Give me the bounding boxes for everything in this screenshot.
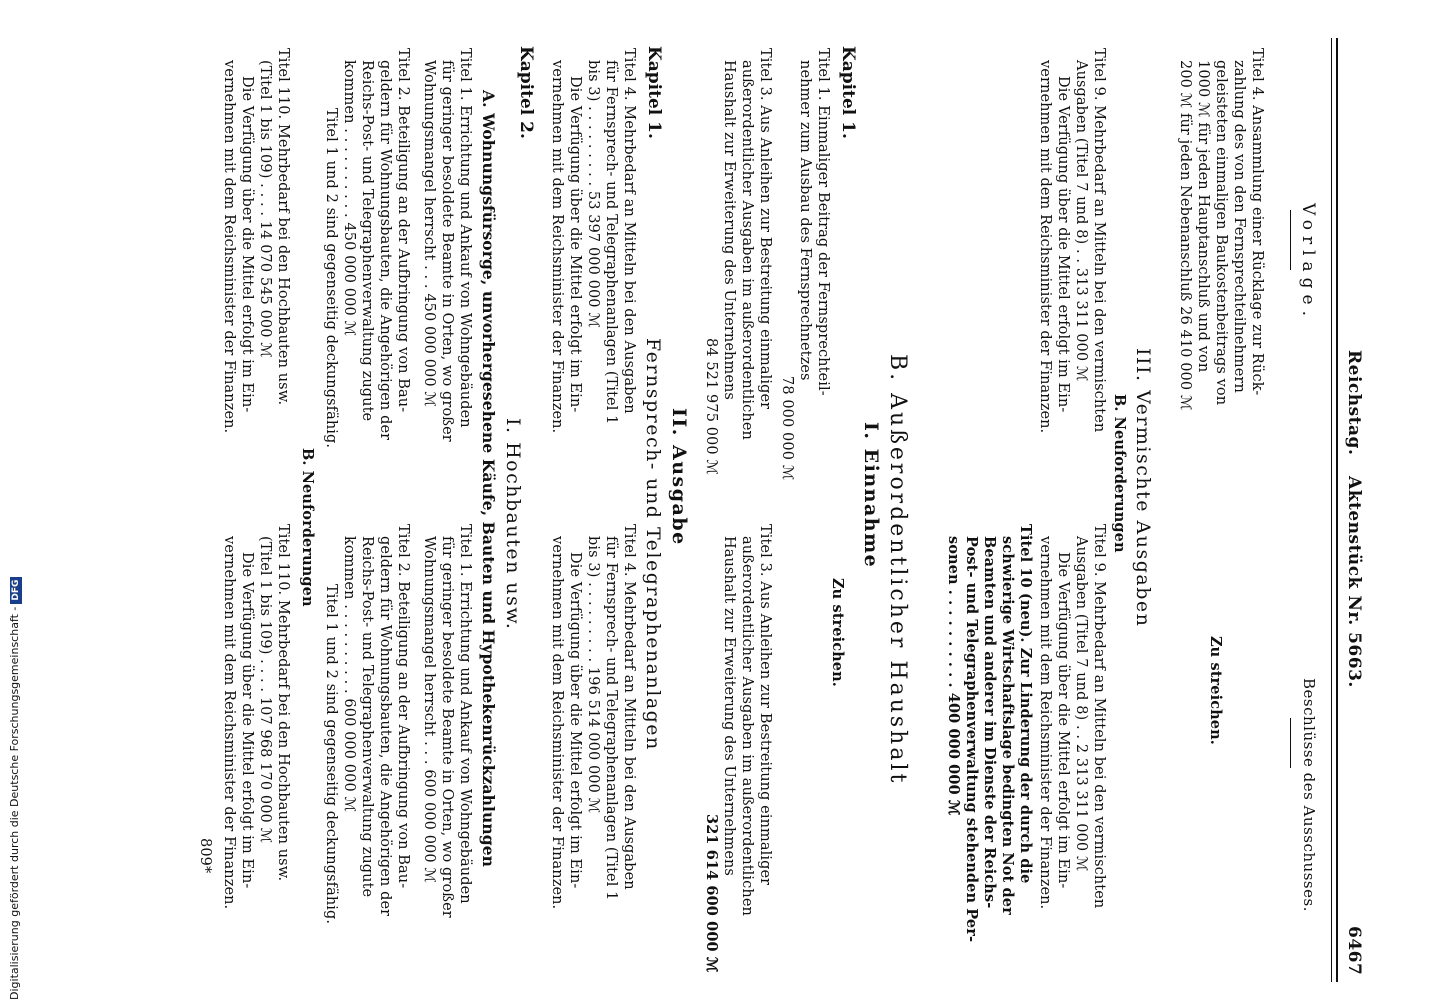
- right-einnahme-titel3-line1: Titel 3. Aus Anleihen zur Bestreitung einmaliger: [757, 524, 773, 886]
- right-column-title: Beschlüsse des Ausschusses.: [1300, 678, 1318, 912]
- left-einnahme-titel3-line3: Haushalt zur Erweiterung des Unternehmens: [721, 60, 737, 400]
- kapitel1-ausgabe: Kapitel 1.: [644, 46, 664, 139]
- left-titel4-line1: Titel 4. Ansammlung einer Rücklage zur Rück-: [1249, 48, 1265, 396]
- right-zu-streichen-2: Zu streichen.: [829, 578, 846, 687]
- right-einnahme-titel3-line2: außerordentlicher Ausgaben im außerordentlichen: [739, 536, 755, 916]
- left-k2-titel2-line4: kommen . . . . . . . . . . 450 000 000 ℳ: [341, 60, 357, 337]
- right-k2-titel2-line4: kommen . . . . . . . . . . 600 000 000 ℳ: [341, 536, 357, 813]
- right-k2-titel1-line3: Wohnungsmangel herrscht . . . 600 000 000 ℳ: [421, 536, 437, 884]
- right-k2-titel110-line2: (Titel 1 bis 109) . . . . 107 968 170 000 ℳ: [257, 536, 273, 844]
- left-titel9-line4: vernehmen mit dem Reichsminister der Finanzen.: [1037, 60, 1053, 434]
- dfg-logo-icon: DFG: [10, 577, 22, 604]
- digitization-note: [8, 4, 22, 1000]
- hochbauten-heading: I. Hochbauten usw.: [502, 418, 524, 631]
- right-ausgabe-titel4-line1: Titel 4. Mehrbedarf an Mitteln bei den Ausgaben: [621, 524, 637, 890]
- left-k2-titel110-line2: (Titel 1 bis 109) . . . . 14 070 545 000 ℳ: [257, 60, 273, 358]
- right-ausgabe-titel4-line4: Die Verfügung über die Mittel erfolgt im Ein-: [567, 552, 583, 889]
- left-einnahme-titel3-line2: außerordentlicher Ausgaben im außerordentlichen: [739, 60, 755, 440]
- right-k2-titel110-line4: vernehmen mit dem Reichsminister der Finanzen.: [221, 536, 237, 910]
- left-k2-titel2-line5: Titel 1 und 2 sind gegenseitig deckungsfähig.: [323, 108, 339, 449]
- rotated-page: [102, 38, 1392, 982]
- left-k2-titel1-line1: Titel 1. Errichtung und Ankauf von Wohngebäuden: [457, 48, 473, 428]
- kapitel2-label: Kapitel 2.: [516, 46, 536, 139]
- right-k2-titel1-line2: für geringer besoldete Beamte in Orten, wo großer: [439, 536, 455, 918]
- right-einnahme-titel3-amount: 321 614 600 000 ℳ: [703, 814, 720, 973]
- kapitel1-einnahme: Kapitel 1.: [838, 46, 858, 139]
- right-ausgabe-titel4-line3: bis 3) . . . . . . . . . 196 514 000 000 ℳ: [585, 536, 601, 814]
- left-einnahme-titel1-line1: Titel 1. Einmaliger Beitrag der Fernsprechteil-: [815, 48, 831, 396]
- right-k2-titel2-line2: geldern für Wohnungsbauten, die Angehörigen der: [377, 536, 393, 917]
- digitization-text: Digitalisierung gefördert durch die Deutsche Forschungsgemeinschaft -: [8, 606, 21, 1000]
- right-titel9-line3: Die Verfügung über die Mittel erfolgt im Ein-: [1055, 552, 1071, 889]
- title-underline-left: [1290, 210, 1291, 270]
- left-k2-titel2-line3: Reichs-Post- und Telegraphenverwaltung zugute: [359, 60, 375, 422]
- left-k2-titel2-line1: Titel 2. Beteiligung an der Aufbringung von Bau-: [395, 48, 411, 413]
- right-titel10-line5: sonen . . . . . . . . . . 400 000 000 ℳ: [945, 536, 962, 816]
- right-ausgabe-titel4-line5: vernehmen mit dem Reichsminister der Finanzen.: [549, 536, 565, 910]
- left-ausgabe-titel4-line2: für Fernsprech- und Telegraphenanlagen (Titel 1: [603, 60, 619, 425]
- right-zu-streichen-1: Zu streichen.: [1207, 636, 1224, 745]
- left-ausgabe-titel4-line3: bis 3) . . . . . . . . . 53 397 000 000 ℳ: [585, 60, 601, 328]
- left-k2-titel1-line3: Wohnungsmangel herrscht . . . 450 000 000 ℳ: [421, 60, 437, 408]
- right-k2-titel2-line5: Titel 1 und 2 sind gegenseitig deckungsfähig.: [323, 584, 339, 925]
- right-titel10-line4: Post- und Telegraphenverwaltung stehenden Per-: [963, 536, 980, 943]
- left-k2-titel110-line4: vernehmen mit dem Reichsminister der Finanzen.: [221, 60, 237, 434]
- header-aktenstueck: Aktenstück Nr. 5663.: [1344, 476, 1364, 688]
- right-ausgabe-titel4-line2: für Fernsprech- und Telegraphenanlagen (Titel 1: [603, 536, 619, 901]
- left-ausgabe-titel4-line1: Titel 4. Mehrbedarf an Mitteln bei den Ausgaben: [621, 48, 637, 414]
- right-titel9-line2: Ausgaben (Titel 7 und 8) . . 2 313 311 000 ℳ: [1073, 536, 1089, 872]
- left-column-title: Vorlage.: [1298, 203, 1318, 322]
- right-k2-titel1-line1: Titel 1. Errichtung und Ankauf von Wohngebäuden: [457, 524, 473, 904]
- kapitel2-sub-a: A. Wohnungsfürsorge, unvorhergesehene Käufe, Bauten und Hypothekenrückzahlungen: [479, 90, 498, 868]
- right-titel9-line1: Titel 9. Mehrbedarf an Mitteln bei den vermischten: [1091, 524, 1107, 909]
- left-ausgabe-titel4-line4: Die Verfügung über die Mittel erfolgt im Ein-: [567, 76, 583, 413]
- left-k2-titel110-line3: Die Verfügung über die Mittel erfolgt im Ein-: [239, 76, 255, 413]
- left-ausgabe-titel4-line5: vernehmen mit dem Reichsminister der Finanzen.: [549, 60, 565, 434]
- left-k2-titel110-line1: Titel 110. Mehrbedarf bei den Hochbauten usw.: [275, 48, 291, 406]
- page-signature: 809*: [197, 838, 213, 874]
- right-einnahme-titel3-line3: Haushalt zur Erweiterung des Unternehmens: [721, 536, 737, 876]
- left-titel9-line1: Titel 9. Mehrbedarf an Mitteln bei den vermischten: [1091, 48, 1107, 433]
- left-titel4-line3: geleisteten einmaligen Baukostenbeitrags von: [1213, 60, 1229, 406]
- kapitel2-sub-b: B. Neuforderungen: [299, 448, 316, 607]
- right-k2-titel110-line3: Die Verfügung über die Mittel erfolgt im Ein-: [239, 552, 255, 889]
- left-einnahme-titel3-line1: Titel 3. Aus Anleihen zur Bestreitung einmaliger: [757, 48, 773, 410]
- right-k2-titel110-line1: Titel 110. Mehrbedarf bei den Hochbauten usw.: [275, 524, 291, 882]
- header-reichstag: Reichstag.: [1344, 350, 1364, 456]
- page-number: 6467: [1344, 926, 1364, 976]
- right-k2-titel2-line1: Titel 2. Beteiligung an der Aufbringung von Bau-: [395, 524, 411, 889]
- right-titel10-line3: Beamten und anderer im Dienste der Reichs-: [981, 536, 998, 909]
- left-k2-titel2-line2: geldern für Wohnungsbauten, die Angehörigen der: [377, 60, 393, 441]
- title-underline-right: [1290, 718, 1291, 768]
- left-titel4-line2: zahlung des von den Fernsprechteilnehmern: [1231, 60, 1247, 393]
- right-k2-titel2-line3: Reichs-Post- und Telegraphenverwaltung zugute: [359, 536, 375, 898]
- left-titel9-line3: Die Verfügung über die Mittel erfolgt im Ein-: [1055, 76, 1071, 413]
- ausgabe-heading: II. Ausgabe: [668, 408, 690, 546]
- kapitel1-title: Fernsprech- und Telegraphenanlagen: [642, 338, 664, 751]
- right-titel10-line2: schwierige Wirtschaftslage bedingten Not der: [999, 536, 1016, 915]
- left-titel4-line4: 1000 ℳ für jeden Hauptanschluß und von: [1195, 60, 1211, 373]
- section-iii-heading: III. Vermischte Ausgaben: [1132, 348, 1154, 628]
- left-titel9-line2: Ausgaben (Titel 7 und 8) . . 313 311 000 ℳ: [1073, 60, 1089, 382]
- left-titel4-line5: 200 ℳ für jeden Nebenanschluß 26 410 000 ℳ: [1177, 60, 1193, 411]
- haushalt-heading: B. Außerordentlicher Haushalt: [885, 354, 910, 786]
- left-k2-titel1-line2: für geringer besoldete Beamte in Orten, wo großer: [439, 60, 455, 442]
- left-einnahme-titel1-line2: nehmer zum Ausbau des Fernsprechnetzes: [797, 60, 813, 381]
- right-titel9-line4: vernehmen mit dem Reichsminister der Finanzen.: [1037, 536, 1053, 910]
- left-einnahme-titel3-amount: 84 521 975 000 ℳ: [703, 338, 719, 476]
- einnahme-heading: I. Einnahme: [860, 422, 882, 569]
- right-titel10-line1: Titel 10 (neu). Zur Linderung der durch die: [1017, 524, 1034, 884]
- section-iii-subheading: B. Neuforderungen: [1111, 394, 1128, 553]
- left-einnahme-titel1-amount: 78 000 000 ℳ: [779, 376, 795, 481]
- header-rule: [1331, 38, 1338, 982]
